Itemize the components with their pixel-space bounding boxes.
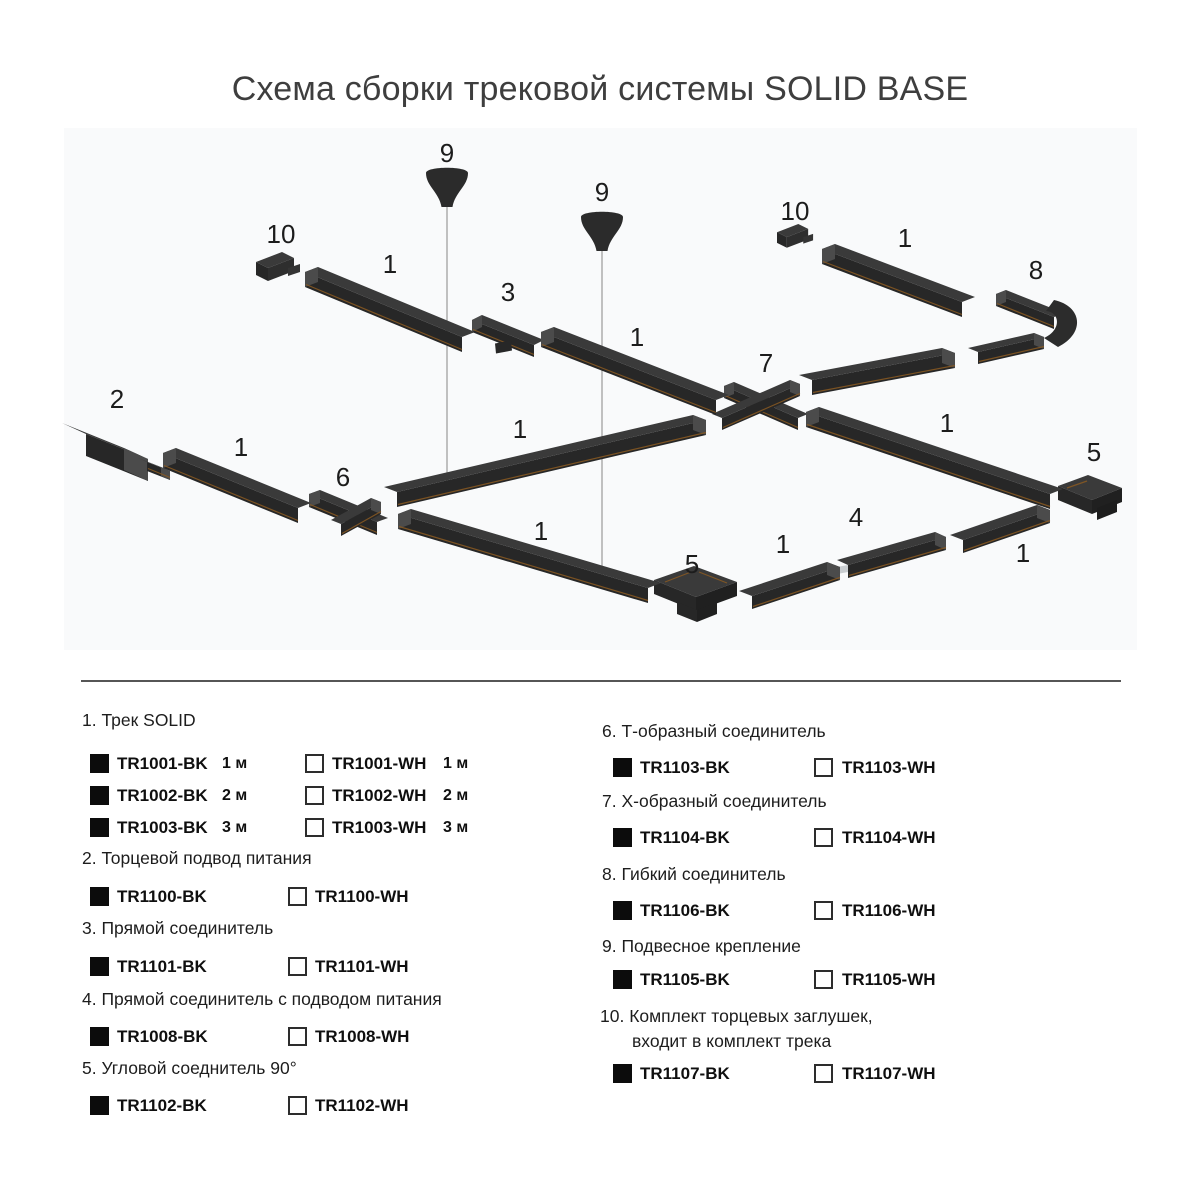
product-code: TR1106-WH: [842, 901, 936, 920]
legend-section-title: 7. Х-образный соединитель: [602, 791, 827, 811]
section-divider: [81, 680, 1121, 682]
part-number-label: 10: [780, 196, 810, 226]
product-code: TR1100-BK: [117, 887, 207, 906]
product-code: TR1003-WH: [332, 818, 427, 837]
product-code: TR1107-BK: [640, 1064, 730, 1083]
product-code: TR1102-BK: [117, 1096, 207, 1115]
product-code: TR1001-BK: [117, 754, 208, 773]
part-number-label: 1: [897, 223, 913, 253]
part-number-label: 1: [382, 249, 398, 279]
product-code: TR1008-BK: [117, 1027, 208, 1046]
part-number-label: 10: [266, 219, 296, 249]
part-number-label: 4: [848, 502, 864, 532]
track-1-b-conductor: [542, 345, 716, 413]
black-variant-swatch: [90, 786, 109, 805]
track-1-e: [384, 415, 706, 492]
black-variant-swatch: [90, 818, 109, 837]
legend-section-title: 6. Т-образный соединитель: [602, 721, 826, 741]
product-code: TR1002-BK: [117, 786, 208, 805]
product-code: TR1003-BK: [117, 818, 208, 837]
part-number-label: 7: [758, 348, 774, 378]
black-variant-swatch: [90, 957, 109, 976]
part-number-label: 6: [335, 462, 351, 492]
legend-section-title: 8. Гибкий соединитель: [602, 864, 786, 884]
length-label: 2 м: [443, 787, 469, 804]
part-number-label: 1: [775, 529, 791, 559]
part-number-label: 5: [684, 549, 700, 579]
legend-section-title: 1. Трек SOLID: [82, 710, 196, 730]
legend-section-title: 3. Прямой соединитель: [82, 918, 274, 938]
track-1-g: [398, 509, 661, 588]
product-code: TR1101-WH: [315, 957, 409, 976]
white-variant-swatch: [305, 818, 324, 837]
connector-3-tab: [495, 341, 512, 354]
pendant-canopy-9: [581, 212, 623, 251]
product-code: TR1008-WH: [315, 1027, 410, 1046]
legend-section-title: 2. Торцевой подвод питания: [82, 848, 312, 868]
black-variant-swatch: [613, 970, 632, 989]
black-variant-swatch: [90, 754, 109, 773]
black-variant-swatch: [90, 887, 109, 906]
black-variant-swatch: [90, 1027, 109, 1046]
product-code: TR1106-BK: [640, 901, 730, 920]
product-code: TR1103-WH: [842, 758, 936, 777]
product-code: TR1001-WH: [332, 754, 427, 773]
white-variant-swatch: [288, 1096, 307, 1115]
part-number-label: 1: [939, 408, 955, 438]
legend-section-title: 5. Угловой соеднитель 90°: [82, 1058, 297, 1078]
part-number-label: 1: [533, 516, 549, 546]
white-variant-swatch: [814, 758, 833, 777]
product-code: TR1107-WH: [842, 1064, 936, 1083]
track-1-h-conductor: [807, 425, 1050, 507]
white-variant-swatch: [814, 828, 833, 847]
part-number-label: 1: [629, 322, 645, 352]
track-1-g-conductor: [399, 527, 648, 601]
part-number-label: 1: [233, 432, 249, 462]
part-number-label: 3: [500, 277, 516, 307]
white-variant-swatch: [288, 957, 307, 976]
legend-section-title: 10. Комплект торцевых заглушек,: [600, 1006, 873, 1026]
legend-section-title-line2: входит в комплект трека: [632, 1031, 832, 1051]
black-variant-swatch: [613, 901, 632, 920]
length-label: 2 м: [222, 787, 248, 804]
part-number-label: 5: [1086, 437, 1102, 467]
white-variant-swatch: [814, 970, 833, 989]
product-code: TR1104-BK: [640, 828, 730, 847]
black-variant-swatch: [90, 1096, 109, 1115]
length-label: 1 м: [443, 755, 469, 772]
legend-section-title: 9. Подвесное крепление: [602, 936, 801, 956]
black-variant-swatch: [613, 828, 632, 847]
product-code: TR1103-BK: [640, 758, 730, 777]
part-number-label: 8: [1028, 255, 1044, 285]
product-code: TR1101-BK: [117, 957, 207, 976]
part-number-label: 1: [512, 414, 528, 444]
white-variant-swatch: [288, 887, 307, 906]
length-label: 3 м: [222, 819, 248, 836]
length-label: 3 м: [443, 819, 469, 836]
white-variant-swatch: [305, 786, 324, 805]
product-code: TR1104-WH: [842, 828, 936, 847]
white-variant-swatch: [814, 901, 833, 920]
track-1-h: [806, 407, 1063, 494]
track-1-e-conductor: [398, 433, 706, 505]
part-number-label: 9: [439, 138, 455, 168]
length-label: 1 м: [222, 755, 248, 772]
white-variant-swatch: [305, 754, 324, 773]
white-variant-swatch: [288, 1027, 307, 1046]
product-code: TR1002-WH: [332, 786, 427, 805]
pendant-canopy-9: [426, 168, 468, 207]
page-title: Схема сборки трековой системы SOLID BASE: [231, 70, 969, 108]
part-number-label: 1: [1015, 538, 1031, 568]
product-code: TR1105-BK: [640, 970, 730, 989]
product-code: TR1105-WH: [842, 970, 936, 989]
white-variant-swatch: [814, 1064, 833, 1083]
legend-section-title: 4. Прямой соединитель с подводом питания: [82, 989, 442, 1009]
black-variant-swatch: [613, 758, 632, 777]
product-code: TR1102-WH: [315, 1096, 409, 1115]
part-number-label: 2: [109, 384, 125, 414]
black-variant-swatch: [613, 1064, 632, 1083]
part-number-label: 9: [594, 177, 610, 207]
product-code: TR1100-WH: [315, 887, 409, 906]
